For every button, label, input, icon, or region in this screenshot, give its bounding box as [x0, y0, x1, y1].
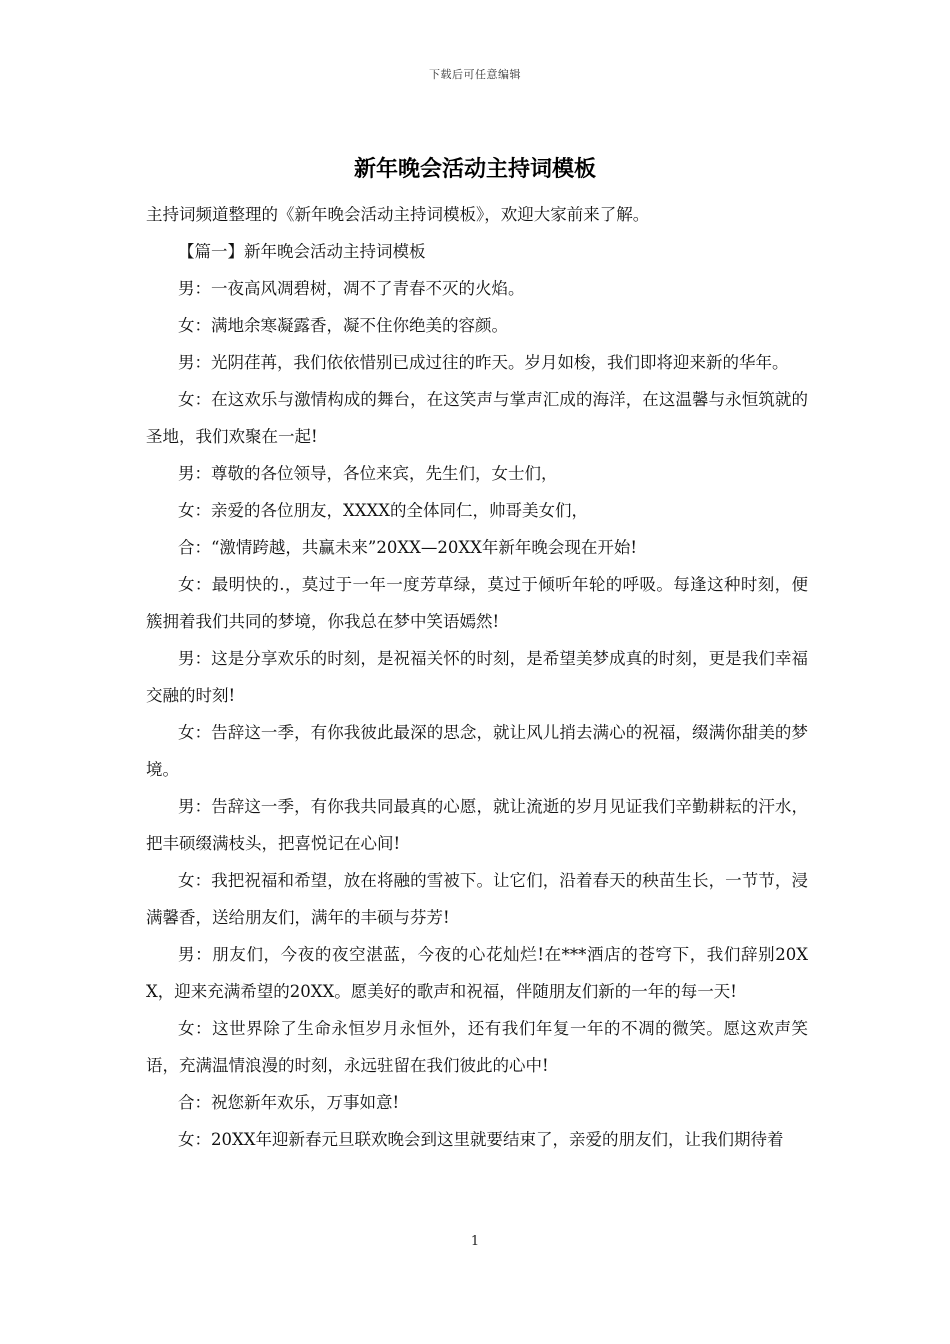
- paragraph: 【篇一】新年晚会活动主持词模板: [178, 242, 426, 261]
- header-note: 下载后可任意编辑: [429, 68, 521, 81]
- paragraph: 合：祝您新年欢乐，万事如意!: [178, 1093, 400, 1112]
- page-number: 1: [470, 1234, 480, 1249]
- paragraph: 女：这世界除了生命永恒岁月永恒外，还有我们年复一年的不凋的微笑。愿这欢声笑语，充满温情浪漫的时刻，永远驻留在我们彼此的心中!: [146, 1019, 808, 1075]
- paragraph: 女：满地余寒凝露香，凝不住你绝美的容颜。: [178, 316, 508, 335]
- paragraph: 男：光阴荏苒，我们依依惜别已成过往的昨天。岁月如梭，我们即将迎来新的华年。: [178, 353, 789, 372]
- paragraph: 女：20XX年迎新春元旦联欢晚会到这里就要结束了，亲爱的朋友们，让我们期待着: [178, 1130, 784, 1149]
- paragraph: 男：一夜高风凋碧树，凋不了青春不灭的火焰。: [178, 279, 525, 298]
- document-body: [146, 196, 808, 1158]
- paragraph: 男：告辞这一季，有你我共同最真的心愿，就让流逝的岁月见证我们辛勤耕耘的汗水，把丰硕缀满枝头，把喜悦记在心间!: [146, 797, 808, 853]
- paragraph: 女：亲爱的各位朋友，XXXX的全体同仁，帅哥美女们，: [178, 501, 588, 520]
- paragraph: 合：“激情跨越，共赢未来”20XX—20XX年新年晚会现在开始!: [178, 538, 637, 557]
- document-title: 新年晚会活动主持词模板: [353, 156, 596, 182]
- paragraph: 女：我把祝福和希望，放在将融的雪被下。让它们，沿着春天的秧苗生长，一节节，浸满馨香，送给朋友们，满年的丰硕与芬芳!: [146, 871, 808, 927]
- paragraph: 男：朋友们，今夜的夜空湛蓝，今夜的心花灿烂!在***酒店的苍穹下，我们辞别20XX，迎来充满希望的20XX。愿美好的歌声和祝福，伴随朋友们新的一年的每一天!: [146, 945, 808, 1001]
- paragraph: 女：最明快的.，莫过于一年一度芳草绿，莫过于倾听年轮的呼吸。每逢这种时刻，便簇拥着我们共同的梦境，你我总在梦中笑语嫣然!: [146, 575, 808, 631]
- paragraph: 女：告辞这一季，有你我彼此最深的思念，就让风儿捎去满心的祝福，缀满你甜美的梦境。: [146, 723, 808, 779]
- paragraph: 女：在这欢乐与激情构成的舞台，在这笑声与掌声汇成的海洋，在这温馨与永恒筑就的圣地，我们欢聚在一起!: [146, 390, 808, 446]
- paragraph: 男：尊敬的各位领导，各位来宾，先生们，女士们，: [178, 464, 558, 483]
- paragraph: 主持词频道整理的《新年晚会活动主持词模板》，欢迎大家前来了解。: [146, 205, 650, 224]
- paragraph: 男：这是分享欢乐的时刻，是祝福关怀的时刻，是希望美梦成真的时刻，更是我们幸福交融的时刻!: [146, 649, 808, 705]
